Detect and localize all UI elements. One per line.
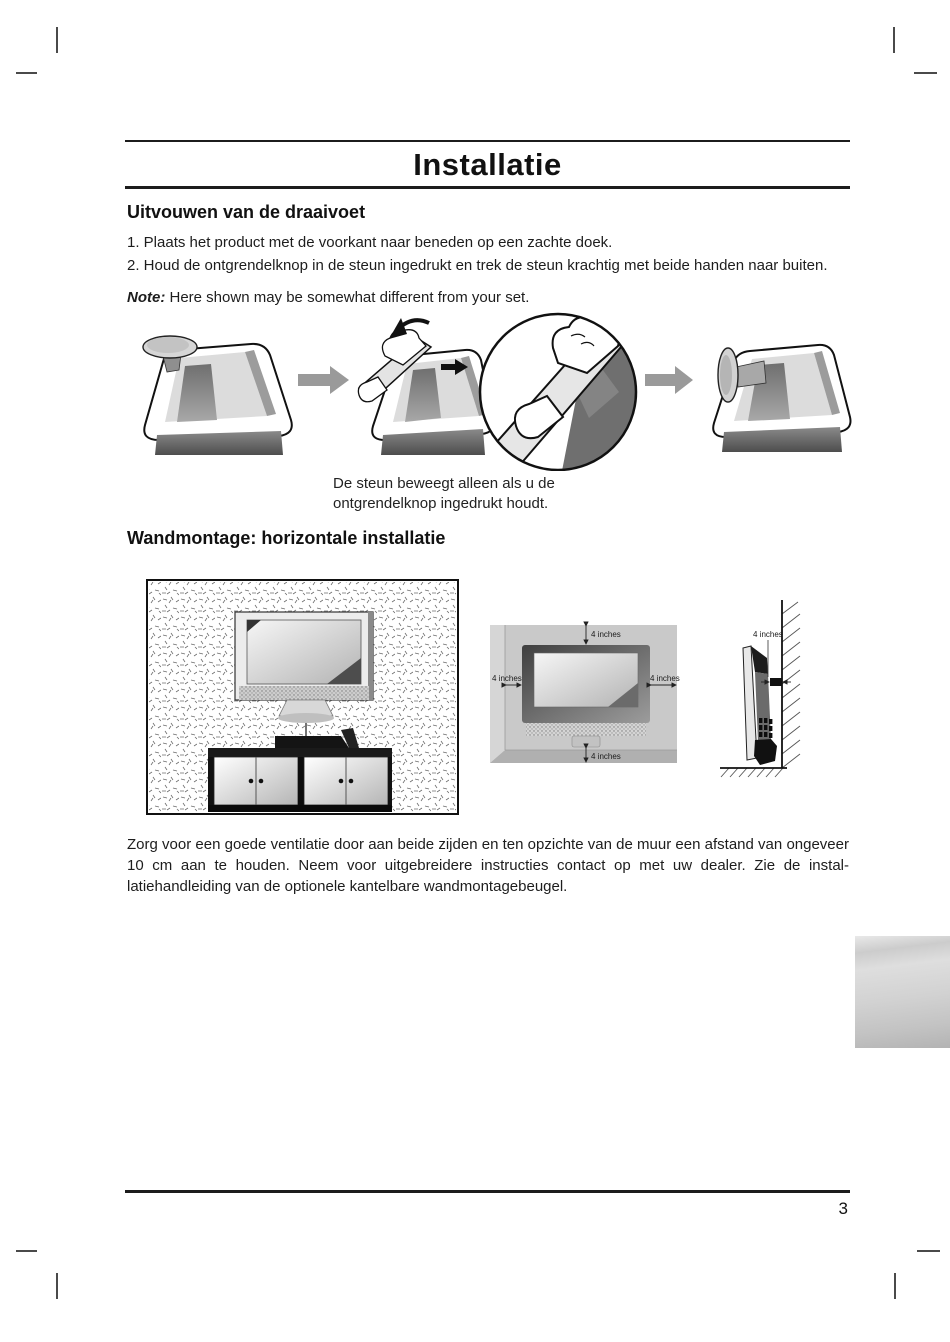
- header-rule-bottom: [125, 186, 850, 189]
- stand-caption-line2: ontgrendelknop ingedrukt houdt.: [333, 495, 549, 512]
- crop-mark-top-left-h: [16, 72, 37, 74]
- page-edge-tab: [855, 936, 950, 1048]
- wallmount-illustration-row: [125, 578, 850, 818]
- step-1: 1. Plaats het product met de voorkant naar beneden op een zachte doek.: [127, 234, 613, 251]
- clearance-label-side: 4 inches: [753, 630, 783, 639]
- crop-mark-top-right-v: [893, 27, 895, 53]
- crop-mark-bottom-left-v: [56, 1273, 58, 1299]
- stand-caption-line1: De steun beweegt alleen als u de: [333, 475, 555, 492]
- clearance-label-top: 4 inches: [591, 630, 621, 639]
- section-heading-wallmount: Wandmontage: horizontale installatie: [127, 528, 446, 548]
- wallmount-clearance-illustration: [490, 625, 680, 763]
- crop-mark-bottom-right-h: [917, 1250, 940, 1252]
- footer-rule: [125, 1190, 850, 1193]
- clearance-label-left: 4 inches: [492, 674, 522, 683]
- crop-mark-top-left-v: [56, 27, 58, 53]
- header-rule-top: [125, 140, 850, 142]
- step-2: 2. Houd de ontgrendelknop in de steun ingedrukt en trek de steun krachtig met beide handen naar buiten.: [127, 257, 828, 274]
- note-text: Here shown may be somewhat different from your set.: [169, 289, 530, 306]
- crop-mark-top-right-h: [914, 72, 937, 74]
- page-number: 3: [838, 1199, 848, 1218]
- note: [127, 289, 529, 306]
- crop-mark-bottom-left-h: [16, 1250, 37, 1252]
- note-label: Note:: [127, 289, 166, 306]
- stand-caption: [333, 474, 555, 514]
- arrow-right-icon: [645, 366, 693, 394]
- clearance-label-right: 4 inches: [650, 674, 680, 683]
- tv-facedown-extended-illustration: [713, 345, 850, 452]
- arrow-right-icon: [298, 366, 349, 394]
- wallmount-side-illustration: [720, 600, 800, 777]
- section-heading-unfold: Uitvouwen van de draaivoet: [127, 202, 366, 222]
- stand-unfold-illustration: [125, 306, 855, 471]
- ventilation-paragraph: Zorg voor een goede ventilatie door aan beide zijden en ten opzichte van de muur een afstand van ongeveer 10 cm aan te houden. Neem voor uitgebreidere instructies contact op met uw dealer. Zie de instal-latiehandleiding van de optionele kantelbare wandmontagebeugel.: [127, 836, 849, 895]
- tv-facedown-unlock-illustration: [358, 318, 493, 455]
- page-title: Installatie: [413, 147, 562, 182]
- tv-facedown-folded-illustration: [143, 336, 292, 455]
- clearance-label-bottom: 4 inches: [591, 752, 621, 761]
- wallmount-room-illustration: [147, 580, 458, 814]
- crop-mark-bottom-right-v: [894, 1273, 896, 1299]
- magnifier-detail-illustration: [480, 310, 640, 471]
